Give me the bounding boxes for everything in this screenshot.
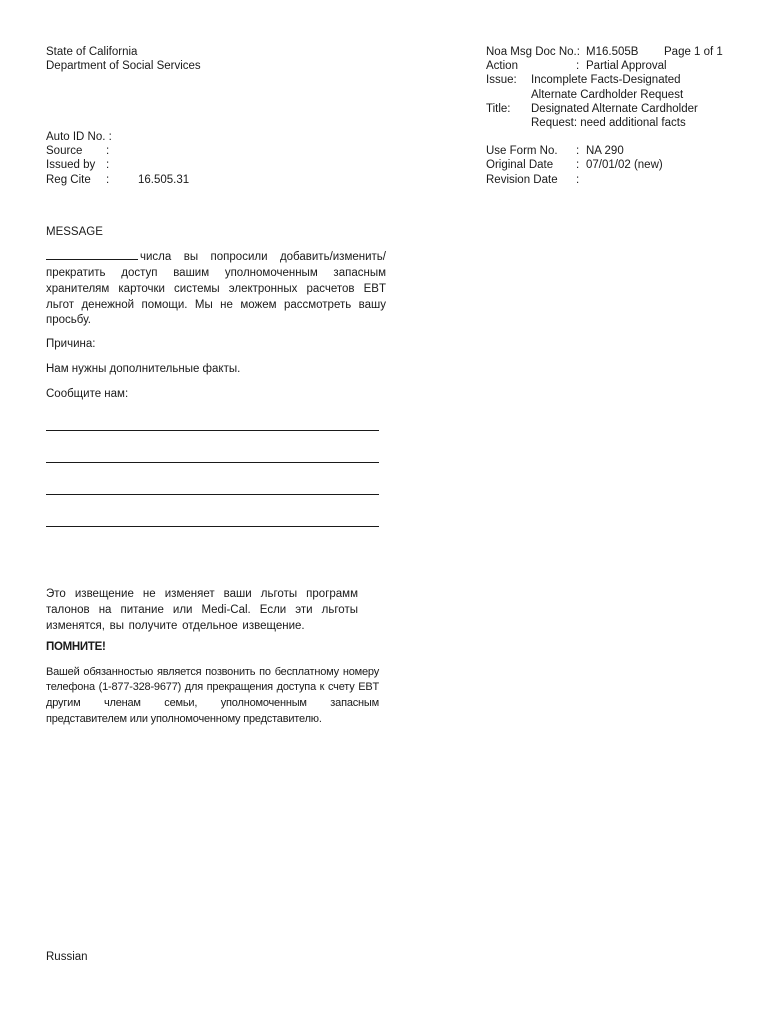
state-name: State of California (46, 46, 138, 58)
original-date-label: Original Date (486, 159, 554, 172)
issue-row (486, 73, 736, 87)
issue-line-1: Incomplete Facts-Designated (531, 74, 681, 87)
reason-label: Причина: (46, 338, 96, 351)
action-value: Partial Approval (586, 60, 667, 73)
original-date-value: 07/01/02 (new) (586, 159, 663, 172)
message-body-text: числа вы попросили добавить/изменить/ прекратить доступ вашим уполномоченным запасным хранителям карточки системы электронных расчетов EBT льгот денежной помощи. Мы не можем рассмотреть вашу просьбу. (46, 251, 386, 327)
revision-date-row (486, 173, 736, 187)
message-section (46, 225, 386, 412)
issue-label: Issue: (486, 74, 517, 87)
id-block (46, 130, 306, 187)
auto-id-row (46, 130, 306, 144)
issued-by-row (46, 158, 306, 172)
tell-us-label: Сообщите нам: (46, 388, 129, 401)
duty-text: Вашей обязанностью является позвонить по бесплатному номеру телефона (1-877-328-9677) для прекращения доступа к счету EBT другим членам семьи, уполномоченным запасным представителем или уполномоченному представителю. (46, 665, 379, 725)
fill-line (46, 462, 379, 463)
doc-no-label: Noa Msg Doc No.: (486, 46, 580, 58)
action-label: Action (486, 60, 518, 73)
reason-text: Нам нужны дополнительные факты. (46, 363, 241, 376)
title-row-2 (486, 116, 736, 130)
original-date-row (486, 158, 736, 172)
remember-heading: ПОМНИТЕ! (46, 641, 106, 654)
message-title: MESSAGE (46, 226, 103, 238)
auto-id-label: Auto ID No. : (46, 131, 112, 143)
source-colon: : (106, 145, 110, 158)
issue-line-2: Alternate Cardholder Request (531, 88, 684, 101)
reg-cite-value: 16.505.31 (138, 173, 190, 186)
revision-date-label: Revision Date (486, 173, 558, 186)
benefits-notice: Это извещение не изменяет ваши льготы программ талонов на питание или Medi-Cal. Если эти льготы изменятся, вы получите отдельное извещение. (46, 588, 358, 632)
fill-line (46, 494, 379, 495)
doc-no-row (486, 45, 736, 59)
title-line-2: Request: need additional facts (531, 116, 686, 129)
source-label: Source (46, 145, 83, 158)
title-label: Title: (486, 102, 511, 115)
department-name: Department of Social Services (46, 60, 201, 73)
date-blank (46, 249, 138, 260)
reg-cite-label: Reg Cite (46, 173, 91, 186)
title-line-1: Designated Alternate Cardholder (531, 102, 698, 115)
use-form-value: NA 290 (586, 145, 624, 158)
issued-by-colon: : (106, 159, 110, 172)
notice-section (46, 587, 379, 728)
source-row (46, 144, 306, 158)
issue-row-2 (486, 88, 736, 102)
original-date-colon: : (576, 159, 580, 172)
reg-cite-row (46, 173, 306, 187)
agency-header (46, 45, 306, 73)
use-form-label: Use Form No. (486, 145, 558, 158)
doc-no-value: M16.505B (586, 46, 639, 58)
use-form-colon: : (576, 145, 580, 158)
title-row (486, 102, 736, 116)
message-body (46, 249, 386, 329)
document-info (486, 45, 736, 187)
fill-line (46, 430, 379, 431)
revision-date-colon: : (576, 173, 580, 186)
language-label: Russian (46, 951, 88, 963)
action-colon: : (576, 60, 580, 73)
fill-in-lines (46, 430, 379, 558)
issued-by-label: Issued by (46, 159, 96, 172)
action-row (486, 59, 736, 73)
fill-line (46, 526, 379, 527)
page-indicator: Page 1 of 1 (664, 46, 723, 58)
use-form-row (486, 144, 736, 158)
reg-cite-colon: : (106, 173, 110, 186)
